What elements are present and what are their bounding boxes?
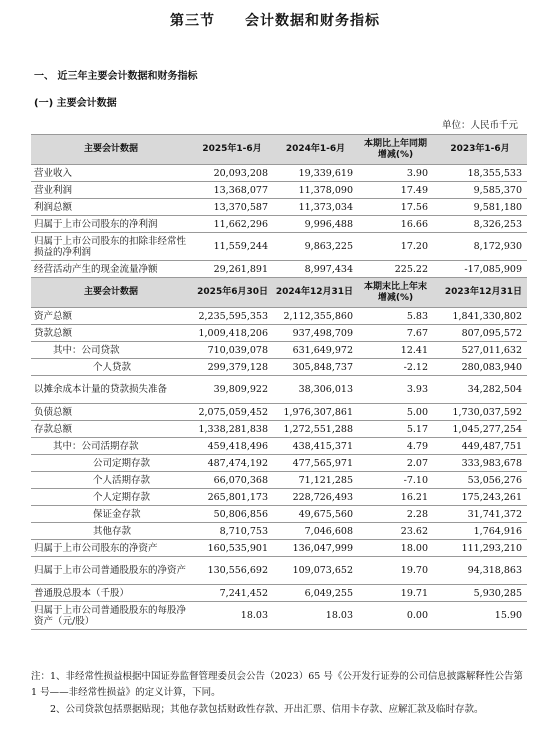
row-value: 3.90 — [358, 165, 433, 182]
row-value: 94,318,863 — [433, 557, 527, 585]
row-value: 8,172,930 — [433, 233, 527, 261]
row-value: 527,011,632 — [433, 342, 527, 359]
t2-header-change: 本期末比上年末增减(%) — [358, 278, 433, 308]
row-label: 资产总额 — [31, 308, 191, 325]
row-value: 71,121,285 — [273, 472, 358, 489]
row-value: 17.56 — [358, 199, 433, 216]
row-value: 9,581,180 — [433, 199, 527, 216]
row-value: 299,379,128 — [191, 359, 273, 376]
row-value: 19,339,619 — [273, 165, 358, 182]
row-value: 2,075,059,452 — [191, 404, 273, 421]
row-value: 109,073,652 — [273, 557, 358, 585]
row-label: 公司定期存款 — [31, 455, 191, 472]
row-value: 0.00 — [358, 602, 433, 630]
table2-row — [31, 359, 527, 376]
table2-row — [31, 438, 527, 455]
row-value: 487,474,192 — [191, 455, 273, 472]
row-value: 449,487,751 — [433, 438, 527, 455]
row-value: 175,243,261 — [433, 489, 527, 506]
row-value: 5.83 — [358, 308, 433, 325]
row-value: 1,841,330,802 — [433, 308, 527, 325]
row-value: 136,047,999 — [273, 540, 358, 557]
table2-row — [31, 585, 527, 602]
row-value: 280,083,940 — [433, 359, 527, 376]
row-label: 其中：公司活期存款 — [31, 438, 191, 455]
row-label: 利润总额 — [31, 199, 191, 216]
row-label: 保证金存款 — [31, 506, 191, 523]
row-value: 17.49 — [358, 182, 433, 199]
t1-header-change: 本期比上年同期增减(%) — [358, 135, 433, 165]
row-value: 17.20 — [358, 233, 433, 261]
table1-row — [31, 199, 527, 216]
table2-row — [31, 489, 527, 506]
row-value: 49,675,560 — [273, 506, 358, 523]
table2-row — [31, 557, 527, 585]
row-label: 个人贷款 — [31, 359, 191, 376]
row-value: 50,806,856 — [191, 506, 273, 523]
row-value: 11,378,090 — [273, 182, 358, 199]
row-value: 333,983,678 — [433, 455, 527, 472]
row-label: 负债总额 — [31, 404, 191, 421]
row-value: 7,046,608 — [273, 523, 358, 540]
footnotes — [31, 669, 523, 718]
row-value: 1,764,916 — [433, 523, 527, 540]
row-value: 459,418,496 — [191, 438, 273, 455]
row-value: 18,355,533 — [433, 165, 527, 182]
row-value: 16.21 — [358, 489, 433, 506]
row-value: 5,930,285 — [433, 585, 527, 602]
row-label: 普通股总股本（千股） — [31, 585, 191, 602]
row-value: 1,045,277,254 — [433, 421, 527, 438]
row-value: 8,710,753 — [191, 523, 273, 540]
row-label: 归属于上市公司股东的净利润 — [31, 216, 191, 233]
t1-header-label: 主要会计数据 — [31, 135, 191, 165]
row-value: -2.12 — [358, 359, 433, 376]
row-value: 305,848,737 — [273, 359, 358, 376]
row-value: 1,009,418,206 — [191, 325, 273, 342]
row-label: 个人活期存款 — [31, 472, 191, 489]
table2-row — [31, 602, 527, 630]
row-value: 12.41 — [358, 342, 433, 359]
table2-row — [31, 404, 527, 421]
row-value: 53,056,276 — [433, 472, 527, 489]
row-value: 13,368,077 — [191, 182, 273, 199]
row-label: 存款总额 — [31, 421, 191, 438]
row-value: 8,326,253 — [433, 216, 527, 233]
row-value: -17,085,909 — [433, 261, 527, 278]
table2-row — [31, 472, 527, 489]
t2-header-2023: 2023年12月31日 — [433, 278, 527, 308]
row-value: 3.93 — [358, 376, 433, 404]
accounting-data-table — [31, 134, 527, 630]
row-value: 2,112,355,860 — [273, 308, 358, 325]
row-value: 18.00 — [358, 540, 433, 557]
row-value: 66,070,368 — [191, 472, 273, 489]
row-value: 19.70 — [358, 557, 433, 585]
row-value: 130,556,692 — [191, 557, 273, 585]
row-value: 225.22 — [358, 261, 433, 278]
row-value: 937,498,709 — [273, 325, 358, 342]
row-value: 160,535,901 — [191, 540, 273, 557]
t2-header-2024: 2024年12月31日 — [273, 278, 358, 308]
row-value: 7.67 — [358, 325, 433, 342]
t1-header-2025: 2025年1-6月 — [191, 135, 273, 165]
t1-header-2023: 2023年1-6月 — [433, 135, 527, 165]
row-label: 归属于上市公司股东的净资产 — [31, 540, 191, 557]
row-value: 11,373,034 — [273, 199, 358, 216]
table2-row — [31, 506, 527, 523]
t1-header-2024: 2024年1-6月 — [273, 135, 358, 165]
table1-row — [31, 261, 527, 278]
table2-row — [31, 376, 527, 404]
table1-row — [31, 182, 527, 199]
row-value: 2.07 — [358, 455, 433, 472]
heading-2: (一) 主要会计数据 — [34, 98, 117, 109]
footnote-1: 注：1、非经常性损益根据中国证券监督管理委员会公告（2023）65 号《公开发行证券的公司信息披露解释性公告第 1 号——非经常性损益》的定义计算，下同。 — [31, 671, 523, 698]
table1-row — [31, 165, 527, 182]
row-value: 2.28 — [358, 506, 433, 523]
row-value: 19.71 — [358, 585, 433, 602]
table1-header-row — [31, 135, 527, 165]
row-value: 23.62 — [358, 523, 433, 540]
row-value: 15.90 — [433, 602, 527, 630]
row-value: 18.03 — [191, 602, 273, 630]
row-value: 5.17 — [358, 421, 433, 438]
row-value: 34,282,504 — [433, 376, 527, 404]
row-value: 228,726,493 — [273, 489, 358, 506]
t2-header-2025: 2025年6月30日 — [191, 278, 273, 308]
row-value: 20,093,208 — [191, 165, 273, 182]
row-value: 8,997,434 — [273, 261, 358, 278]
table2-row — [31, 523, 527, 540]
row-value: 9,863,225 — [273, 233, 358, 261]
row-value: 16.66 — [358, 216, 433, 233]
row-value: 710,039,078 — [191, 342, 273, 359]
row-value: -7.10 — [358, 472, 433, 489]
row-label: 营业利润 — [31, 182, 191, 199]
row-value: 9,585,370 — [433, 182, 527, 199]
row-value: 4.79 — [358, 438, 433, 455]
row-value: 438,415,371 — [273, 438, 358, 455]
row-value: 39,809,922 — [191, 376, 273, 404]
row-value: 631,649,972 — [273, 342, 358, 359]
table1-row — [31, 233, 527, 261]
table2-row — [31, 342, 527, 359]
row-value: 1,730,037,592 — [433, 404, 527, 421]
t2-header-label: 主要会计数据 — [31, 278, 191, 308]
table2-row — [31, 421, 527, 438]
footnote-2: 2、公司贷款包括票据贴现；其他存款包括财政性存款、开出汇票、信用卡存款、应解汇款及临时存款。 — [31, 704, 484, 715]
table2-header-row — [31, 278, 527, 308]
row-value: 7,241,452 — [191, 585, 273, 602]
row-value: 6,049,255 — [273, 585, 358, 602]
row-value: 807,095,572 — [433, 325, 527, 342]
table1-row — [31, 216, 527, 233]
row-label: 以摊余成本计量的贷款损失准备 — [31, 376, 191, 404]
row-label: 营业收入 — [31, 165, 191, 182]
row-label: 经营活动产生的现金流量净额 — [31, 261, 191, 278]
heading-1: 一、 近三年主要会计数据和财务指标 — [34, 71, 198, 82]
row-value: 5.00 — [358, 404, 433, 421]
table2-row — [31, 308, 527, 325]
row-value: 11,559,244 — [191, 233, 273, 261]
row-value: 1,272,551,288 — [273, 421, 358, 438]
row-value: 111,293,210 — [433, 540, 527, 557]
row-value: 9,996,488 — [273, 216, 358, 233]
row-value: 265,801,173 — [191, 489, 273, 506]
section-title: 第三节 会计数据和财务指标 — [170, 13, 380, 29]
row-value: 2,235,595,353 — [191, 308, 273, 325]
row-label: 贷款总额 — [31, 325, 191, 342]
table2-row — [31, 325, 527, 342]
row-value: 1,976,307,861 — [273, 404, 358, 421]
row-label: 归属于上市公司普通股股东的每股净资产（元/股） — [31, 602, 191, 630]
row-value: 31,741,372 — [433, 506, 527, 523]
table2-row — [31, 540, 527, 557]
row-value: 38,306,013 — [273, 376, 358, 404]
row-label: 其中：公司贷款 — [31, 342, 191, 359]
row-value: 18.03 — [273, 602, 358, 630]
row-value: 1,338,281,838 — [191, 421, 273, 438]
row-value: 13,370,587 — [191, 199, 273, 216]
table2-row — [31, 455, 527, 472]
unit-label: 单位：人民币千元 — [441, 120, 518, 131]
row-value: 29,261,891 — [191, 261, 273, 278]
row-value: 11,662,296 — [191, 216, 273, 233]
row-value: 477,565,971 — [273, 455, 358, 472]
row-label: 归属于上市公司股东的扣除非经常性损益的净利润 — [31, 233, 191, 261]
row-label: 个人定期存款 — [31, 489, 191, 506]
row-label: 归属于上市公司普通股股东的净资产 — [31, 557, 191, 585]
row-label: 其他存款 — [31, 523, 191, 540]
